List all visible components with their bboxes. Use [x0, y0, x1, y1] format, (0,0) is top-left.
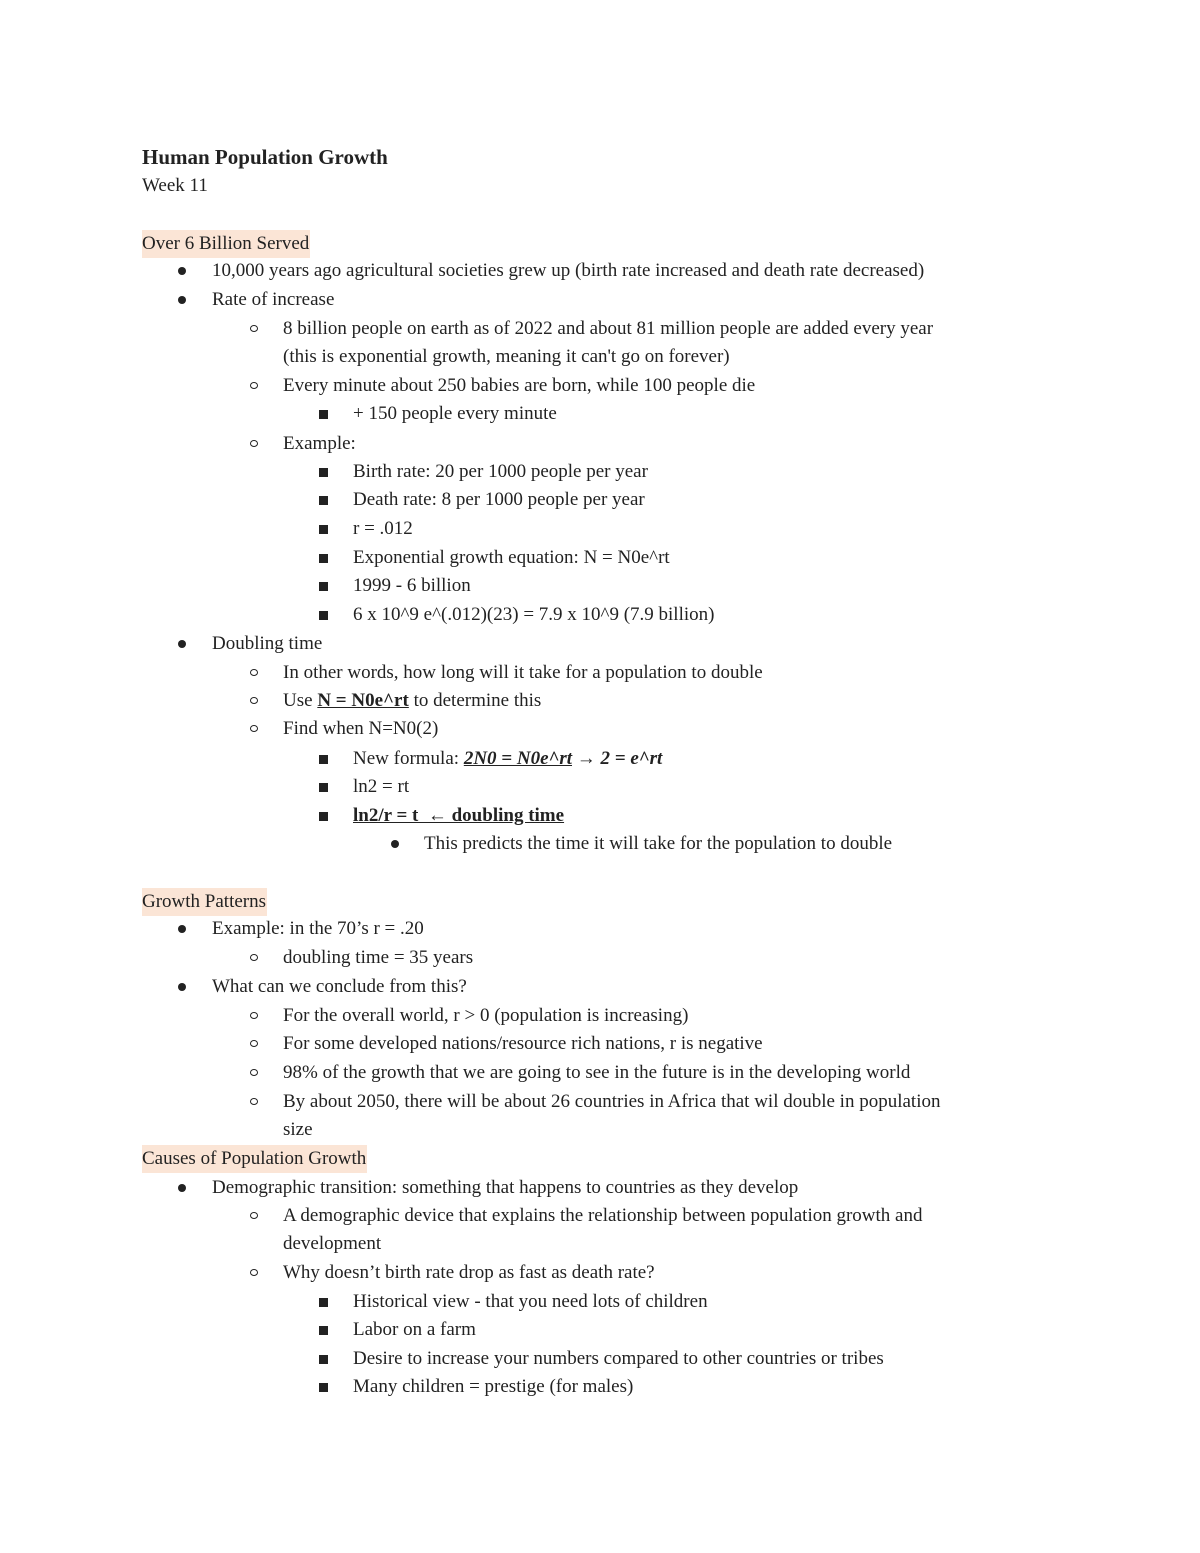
bullet-circle-icon: [250, 1040, 258, 1047]
list-item: For some developed nations/resource rich nations, r is negative: [283, 1033, 763, 1054]
use-suffix-text: to determine this: [408, 690, 542, 711]
list-item-continuation: (this is exponential growth, meaning it can't go on forever): [283, 346, 730, 367]
list-item: doubling time = 35 years: [283, 947, 474, 968]
doubling-time-formula: ln2/r = t ← doubling time: [353, 805, 565, 826]
bullet-circle-icon: [250, 1269, 258, 1276]
bullet-dot-icon: [178, 1184, 186, 1192]
bullet-dot-icon: [391, 840, 399, 848]
bullet-square-icon: [319, 554, 328, 563]
list-item-new-formula: [353, 745, 662, 773]
use-prefix-text: Use: [283, 690, 318, 711]
bullet-square-icon: [319, 812, 328, 821]
bullet-square-icon: [319, 783, 328, 792]
list-item: r = .012: [353, 518, 413, 539]
bullet-circle-icon: [250, 954, 258, 961]
list-item: + 150 people every minute: [353, 403, 557, 424]
list-item: In other words, how long will it take for a population to double: [283, 662, 763, 683]
bullet-square-icon: [319, 468, 328, 477]
list-item: Labor on a farm: [353, 1319, 476, 1340]
list-item: Example: in the 70’s r = .20: [212, 918, 424, 939]
list-item: This predicts the time it will take for the population to double: [424, 833, 893, 854]
page-title: Human Population Growth: [142, 145, 388, 169]
bullet-square-icon: [319, 1298, 328, 1307]
bullet-square-icon: [319, 1355, 328, 1364]
list-item: Death rate: 8 per 1000 people per year: [353, 489, 645, 510]
section-heading-causes: Causes of Population Growth: [142, 1145, 367, 1173]
bullet-square-icon: [319, 496, 328, 505]
list-item-continuation: size: [283, 1119, 313, 1140]
new-formula-result: → 2 = e^rt: [572, 748, 663, 769]
bullet-dot-icon: [178, 267, 186, 275]
list-item: By about 2050, there will be about 26 countries in Africa that wil double in population: [283, 1091, 941, 1112]
list-item: Doubling time: [212, 633, 323, 654]
list-item: 1999 - 6 billion: [353, 575, 471, 596]
list-item: Rate of increase: [212, 289, 335, 310]
list-item: ln2 = rt: [353, 776, 410, 797]
bullet-circle-icon: [250, 725, 258, 732]
list-item-use-formula: [283, 687, 541, 715]
list-item: Exponential growth equation: N = N0e^rt: [353, 547, 670, 568]
list-item: 8 billion people on earth as of 2022 and about 81 million people are added every year: [283, 318, 934, 339]
bullet-square-icon: [319, 1383, 328, 1392]
list-item: Historical view - that you need lots of children: [353, 1291, 708, 1312]
bullet-dot-icon: [178, 983, 186, 991]
bullet-circle-icon: [250, 382, 258, 389]
list-item: A demographic device that explains the relationship between population growth and: [283, 1205, 923, 1226]
bullet-square-icon: [319, 410, 328, 419]
new-formula-prefix: New formula:: [353, 748, 464, 769]
list-item: For the overall world, r > 0 (population is increasing): [283, 1005, 689, 1026]
bullet-dot-icon: [178, 296, 186, 304]
bullet-circle-icon: [250, 325, 258, 332]
list-item: Example:: [283, 433, 356, 454]
list-item-continuation: development: [283, 1233, 382, 1254]
bullet-square-icon: [319, 1326, 328, 1335]
list-item: Why doesn’t birth rate drop as fast as death rate?: [283, 1262, 655, 1283]
list-item: 10,000 years ago agricultural societies grew up (birth rate increased and death rate decreased): [212, 260, 925, 281]
list-item: 98% of the growth that we are going to see in the future is in the developing world: [283, 1062, 911, 1083]
bullet-square-icon: [319, 755, 328, 764]
bullet-square-icon: [319, 611, 328, 620]
list-item: Demographic transition: something that happens to countries as they develop: [212, 1177, 799, 1198]
list-item: Birth rate: 20 per 1000 people per year: [353, 461, 648, 482]
page-subtitle: Week 11: [142, 175, 208, 196]
bullet-square-icon: [319, 525, 328, 534]
bullet-dot-icon: [178, 640, 186, 648]
bullet-circle-icon: [250, 1069, 258, 1076]
list-item: Many children = prestige (for males): [353, 1376, 634, 1397]
list-item: Desire to increase your numbers compared to other countries or tribes: [353, 1348, 884, 1369]
bullet-circle-icon: [250, 440, 258, 447]
bullet-circle-icon: [250, 1098, 258, 1105]
bullet-dot-icon: [178, 925, 186, 933]
list-item: 6 x 10^9 e^(.012)(23) = 7.9 x 10^9 (7.9 billion): [353, 604, 715, 625]
bullet-square-icon: [319, 582, 328, 591]
bullet-circle-icon: [250, 697, 258, 704]
list-item: Every minute about 250 babies are born, while 100 people die: [283, 375, 756, 396]
list-item: Find when N=N0(2): [283, 718, 439, 739]
section-heading-growth-patterns: Growth Patterns: [142, 888, 267, 916]
bullet-circle-icon: [250, 1212, 258, 1219]
bullet-circle-icon: [250, 1012, 258, 1019]
exponential-formula: N = N0e^rt: [317, 690, 409, 711]
section-heading-over-6-billion: Over 6 Billion Served: [142, 230, 310, 258]
bullet-circle-icon: [250, 669, 258, 676]
list-item: What can we conclude from this?: [212, 976, 467, 997]
new-formula-equation: 2N0 = N0e^rt: [463, 748, 573, 769]
